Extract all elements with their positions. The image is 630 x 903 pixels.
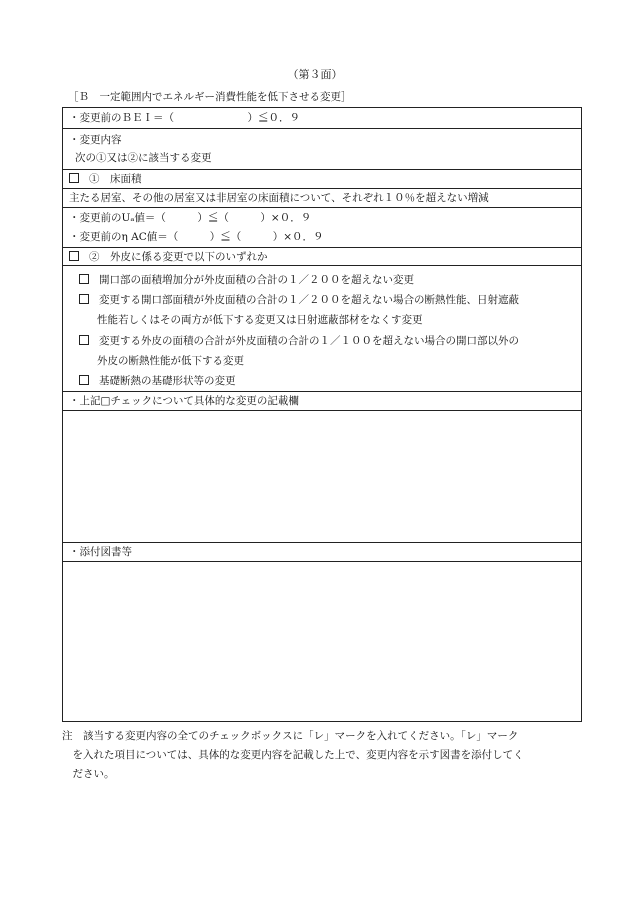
details-label-row xyxy=(63,392,581,411)
floor-area-desc-row xyxy=(63,189,581,208)
bei-field[interactable]: ・変更前のＢＥＩ＝（ ）≦０．９ xyxy=(69,112,300,124)
envelope-item-1-checkbox[interactable] xyxy=(79,274,89,284)
envelope-item-4: 基礎断熱の基礎形状等の変更 xyxy=(99,375,236,387)
floor-area-checkbox[interactable] xyxy=(69,173,79,183)
envelope-heading-row xyxy=(63,248,581,266)
footnote-line-1: 注 該当する変更内容の全てのチェックボックスに「レ」マークを入れてください。「レ」マーク xyxy=(62,730,519,742)
envelope-item-3-checkbox[interactable] xyxy=(79,335,89,345)
change-content-label: ・変更内容 xyxy=(69,134,122,146)
envelope-item-2-line1: 変更する開口部面積が外皮面積の合計の１／２００を超えない場合の断熱性能、日射遮蔽 xyxy=(99,294,519,306)
envelope-items-row xyxy=(63,266,581,392)
envelope-checkbox[interactable] xyxy=(69,251,79,261)
attachments-area[interactable] xyxy=(63,562,581,721)
details-label: ・上記□チェックについて具体的な変更の記載欄 xyxy=(69,395,299,407)
ua-eta-row xyxy=(63,208,581,248)
attachments-label-row xyxy=(63,543,581,562)
attachments-label: ・添付図書等 xyxy=(69,546,132,558)
section-title: ［Ｂ 一定範囲内でエネルギー消費性能を低下させる変更］ xyxy=(68,91,352,103)
ua-value-field[interactable]: ・変更前のUₐ値＝（ ）≦（ ）×０．９ xyxy=(69,212,312,224)
floor-area-heading: ① 床面積 xyxy=(89,173,142,185)
form-frame xyxy=(62,107,582,722)
bei-row xyxy=(63,108,581,129)
envelope-item-2-checkbox[interactable] xyxy=(79,294,89,304)
details-area[interactable] xyxy=(63,411,581,543)
envelope-heading: ② 外皮に係る変更で以下のいずれか xyxy=(89,251,268,263)
envelope-item-3-line2: 外皮の断熱性能が低下する変更 xyxy=(97,355,244,367)
envelope-item-4-checkbox[interactable] xyxy=(79,375,89,385)
footnote-line-2: を入れた項目については、具体的な変更内容を記載した上で、変更内容を示す図書を添付してく xyxy=(62,749,524,761)
footnote xyxy=(62,727,584,784)
envelope-item-1: 開口部の面積増加分が外皮面積の合計の１／２００を超えない変更 xyxy=(99,274,414,286)
page-number: （第３面） xyxy=(287,68,343,81)
eta-value-field[interactable]: ・変更前のη AC値＝（ ）≦（ ）×０．９ xyxy=(69,231,324,243)
floor-area-heading-row xyxy=(63,170,581,189)
footnote-line-3: ださい。 xyxy=(62,768,115,780)
envelope-item-2-line2: 性能若しくはその両方が低下する変更又は日射遮蔽部材をなくす変更 xyxy=(97,314,423,326)
change-content-row xyxy=(63,129,581,170)
change-content-sub: 次の①又は②に該当する変更 xyxy=(75,152,212,164)
envelope-item-3-line1: 変更する外皮の面積の合計が外皮面積の合計の１／１００を超えない場合の開口部以外の xyxy=(99,335,519,347)
floor-area-desc: 主たる居室、その他の居室又は非居室の床面積について、それぞれ１０％を超えない増減 xyxy=(69,192,489,204)
